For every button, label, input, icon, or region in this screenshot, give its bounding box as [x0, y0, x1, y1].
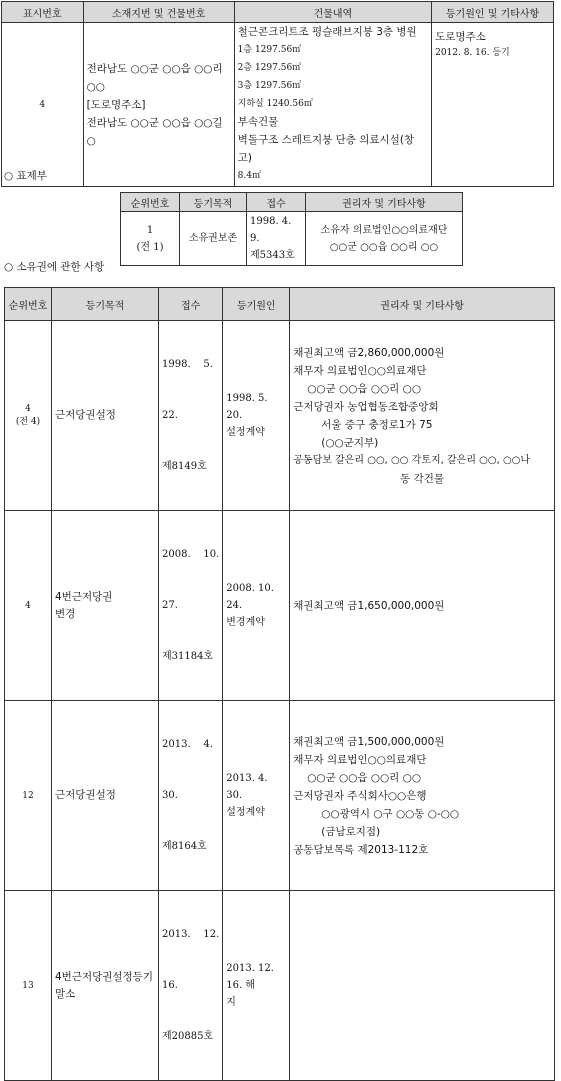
- header-location: 소재지번 및 건물번호: [83, 2, 234, 23]
- receipt-line: 제5343호: [250, 250, 295, 261]
- display-number: 4: [2, 23, 84, 187]
- header-display-number: 표시번호: [2, 2, 84, 23]
- purpose-line: 변경: [55, 607, 76, 620]
- receipt-cell: [159, 321, 223, 511]
- building-line: 철근콘크리트조 평슬래브지붕 3층 병원: [237, 26, 417, 38]
- purpose-cell: [52, 511, 159, 701]
- purpose-line: 근저당권설정: [55, 409, 116, 421]
- purpose-line: 4번근저당권설정등기: [55, 970, 153, 983]
- cause-line: 설정계약: [226, 427, 265, 438]
- title-part-table: [120, 192, 463, 266]
- building-line: 2층 1297.56㎡: [237, 63, 302, 73]
- location-line: 전라남도 ○○군 ○○읍 ○○길 ○: [86, 116, 223, 147]
- receipt-cell: [159, 701, 223, 891]
- holder-line: ○○군 ○○읍 ○○리 ○○: [329, 241, 439, 253]
- holder-line: 동 각건물: [400, 472, 445, 485]
- cause-line: 2012. 8. 16. 등기: [435, 48, 510, 58]
- cause-line: 설정계약: [226, 807, 265, 818]
- header-purpose: 등기목적: [180, 193, 247, 212]
- location-cell: [83, 23, 234, 187]
- rank-line: (전 1): [136, 241, 164, 253]
- cause-line: 2013. 12. 16. 해: [226, 963, 274, 991]
- rank-cell: [5, 701, 52, 891]
- table-row: [5, 321, 555, 511]
- rank-cell: [5, 511, 52, 701]
- table-row: [2, 23, 554, 187]
- holder-line: ○○군 ○○읍 ○○리 ○○: [307, 771, 421, 784]
- rank-line: 4: [25, 600, 31, 611]
- building-line: 1층 1297.56㎡: [237, 45, 302, 55]
- rank-cell: [5, 321, 52, 511]
- holder-cell: [290, 511, 555, 701]
- holder-cell: [290, 891, 555, 1081]
- table-header-row: [2, 2, 554, 23]
- rank-line: 12: [22, 790, 34, 801]
- holder-cell: [306, 212, 463, 266]
- header-rank: 순위번호: [121, 193, 180, 212]
- purpose-cell: [52, 321, 159, 511]
- header-building-details: 건물내역: [234, 2, 431, 23]
- holder-line: 서울 중구 충정로1가 75: [321, 418, 433, 431]
- receipt-line: 제8164호: [162, 841, 207, 852]
- purpose-cell: [52, 891, 159, 1081]
- receipt-line: 1998. 5.: [162, 359, 213, 370]
- cause-cell: [223, 891, 290, 1081]
- holder-line: 공동담보목록 제2013-112호: [293, 843, 429, 856]
- table-header-row: [121, 193, 463, 212]
- table-row: [5, 701, 555, 891]
- holder-line: ○○광역시 ○구 ○○동 ○-○○: [321, 807, 460, 820]
- receipt-cell: [159, 511, 223, 701]
- building-line: 부속건물: [237, 116, 279, 128]
- header-holder: 권리자 및 기타사항: [306, 193, 463, 212]
- holder-cell: [290, 321, 555, 511]
- cause-line: 변경계약: [226, 617, 265, 628]
- receipt-line: 16.: [162, 980, 178, 991]
- ownership-rights-table: [4, 287, 555, 1081]
- holder-line: 근저당권자 주식회사○○은행: [293, 789, 427, 802]
- table-row: [5, 511, 555, 701]
- header-registration-cause: 등기원인 및 기타사항: [432, 2, 554, 23]
- receipt-line: 27.: [162, 600, 178, 611]
- header-cause: 등기원인: [223, 288, 290, 321]
- rank-line: 1: [146, 224, 154, 236]
- holder-line: 채권최고액 금2,860,000,000원: [293, 346, 445, 359]
- holder-line: 채권최고액 금1,650,000,000원: [293, 599, 445, 612]
- holder-line: 소유자 의료법인○○의료재단: [320, 224, 448, 236]
- cause-line: 2013. 4. 30.: [226, 773, 268, 801]
- rank-line: 13: [22, 980, 34, 991]
- cause-cell: [223, 511, 290, 701]
- cause-line: 지: [226, 997, 236, 1008]
- receipt-cell: [247, 212, 306, 266]
- table-row: [5, 891, 555, 1081]
- holder-line: (○○군지부): [321, 436, 379, 449]
- receipt-line: 2008. 10.: [162, 549, 220, 560]
- purpose-line: 4번근저당권: [55, 590, 113, 603]
- building-line: 3층 1297.56㎡: [237, 81, 302, 91]
- section-title-title-part: ○ 표제부: [4, 170, 47, 182]
- header-receipt: 접수: [159, 288, 223, 321]
- receipt-line: 2013. 12.: [162, 929, 220, 940]
- section-title-ownership: ○ 소유권에 관한 사항: [4, 261, 105, 273]
- rank-cell: [121, 212, 180, 266]
- receipt-line: 제20885호: [162, 1031, 214, 1042]
- purpose-cell: 소유권보존: [180, 212, 247, 266]
- building-details-cell: [234, 23, 431, 187]
- table-header-row: [5, 288, 555, 321]
- holder-line: 채무자 의료법인○○의료재단: [293, 364, 427, 377]
- receipt-line: 1998. 4. 9.: [250, 216, 292, 244]
- table-row: [121, 212, 463, 266]
- header-rank: 순위번호: [5, 288, 52, 321]
- receipt-cell: [159, 891, 223, 1081]
- building-line: 8.4㎡: [237, 171, 261, 181]
- cause-cell: [223, 321, 290, 511]
- location-line: [도로명주소]: [86, 98, 146, 111]
- building-line: 지하실 1240.56㎡: [237, 99, 313, 109]
- cause-line: 1998. 5. 20.: [226, 393, 268, 421]
- cause-line: 2008. 10. 24.: [226, 583, 274, 611]
- holder-line: ○○군 ○○읍 ○○리 ○○: [307, 382, 421, 395]
- holder-line: 근저당권자 농업협동조합중앙회: [293, 400, 439, 413]
- rank-cell: [5, 891, 52, 1081]
- holder-line: 채무자 의료법인○○의료재단: [293, 753, 427, 766]
- holder-line: 공동담보 갈은리 ○○, ○○ 각토지, 갈은리 ○○, ○○나: [293, 454, 531, 466]
- holder-line: (금남로지점): [321, 825, 381, 838]
- purpose-line: 근저당권설정: [55, 789, 116, 801]
- holder-line: 채권최고액 금1,500,000,000원: [293, 735, 445, 748]
- rank-line: (전 4): [15, 417, 41, 427]
- registration-cause-cell: [432, 23, 554, 187]
- location-line: 전라남도 ○○군 ○○읍 ○○리 ○○: [86, 62, 223, 93]
- receipt-line: 제31184호: [162, 651, 214, 662]
- rank-line: 4: [25, 404, 31, 414]
- building-line: 벽돌구조 스레트지붕 단층 의료시설(창고): [237, 134, 415, 164]
- cause-line: 도로명주소: [435, 31, 486, 43]
- header-receipt: 접수: [247, 193, 306, 212]
- receipt-line: 30.: [162, 790, 178, 801]
- holder-cell: [290, 701, 555, 891]
- receipt-line: 제8149호: [162, 461, 207, 472]
- receipt-line: 2013. 4.: [162, 739, 213, 750]
- purpose-line: 말소: [55, 987, 76, 1000]
- building-description-table: [1, 1, 554, 187]
- cause-cell: [223, 701, 290, 891]
- header-holder: 권리자 및 기타사항: [290, 288, 555, 321]
- receipt-line: 22.: [162, 410, 178, 421]
- header-purpose: 등기목적: [52, 288, 159, 321]
- purpose-cell: [52, 701, 159, 891]
